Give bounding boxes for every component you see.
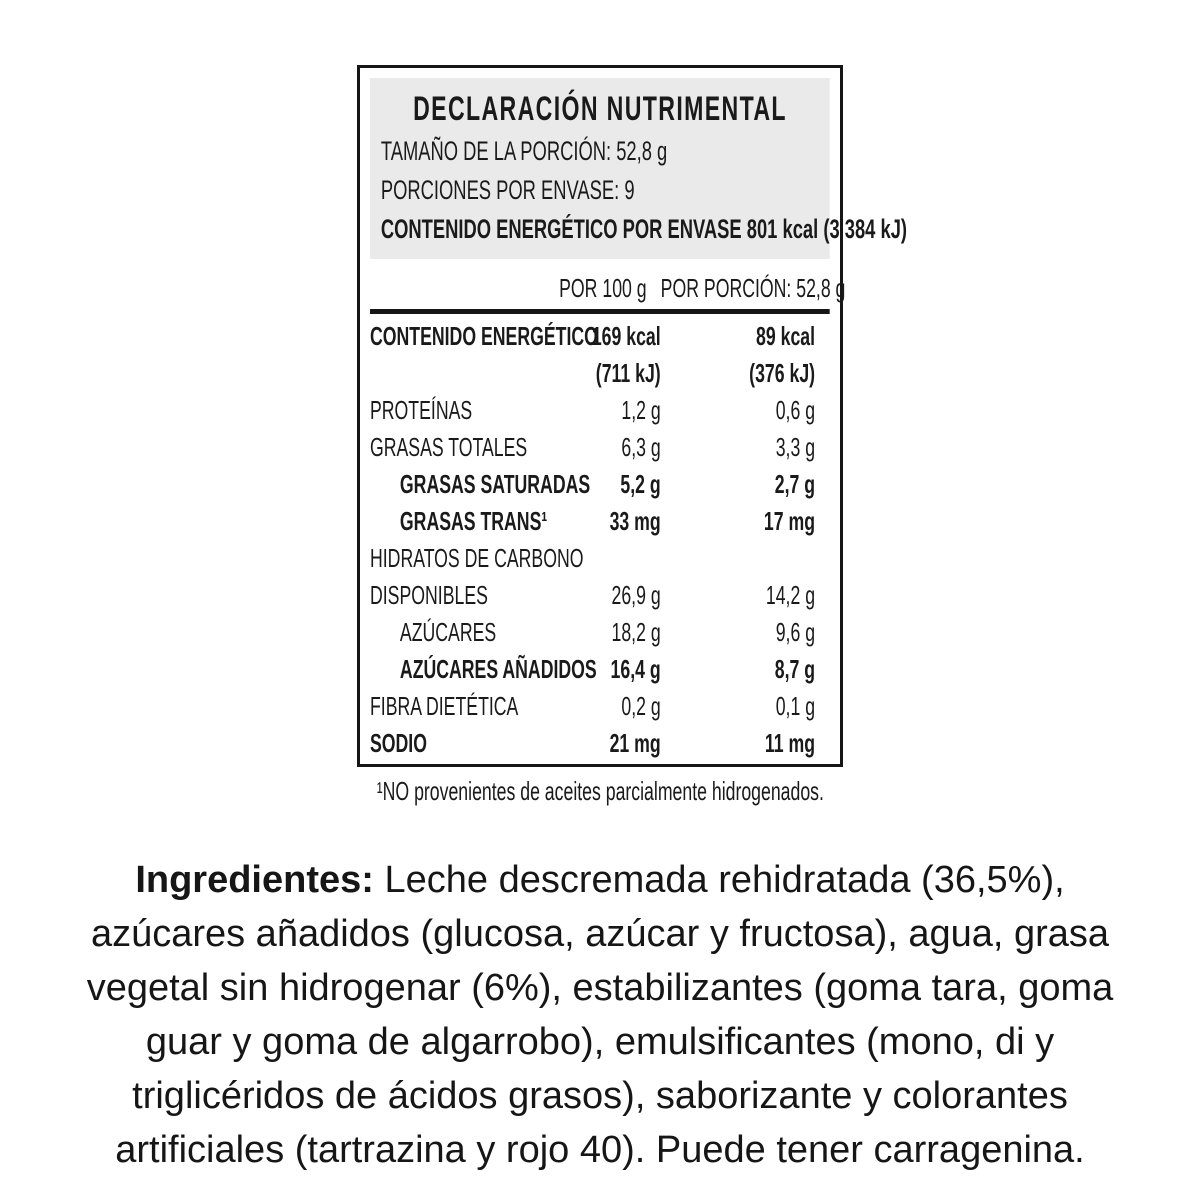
table-row-carbohydrates bbox=[370, 540, 830, 577]
row-value-portion: 2,7 g bbox=[774, 469, 816, 499]
row-label: AZÚCARES AÑADIDOS bbox=[399, 654, 597, 684]
row-value-per100: 1,2 g bbox=[621, 395, 661, 425]
row-label: FIBRA DIETÉTICA bbox=[370, 691, 519, 721]
ingredients-line: artificiales (tartrazina y rojo 40). Puede tener carragenina. bbox=[115, 1129, 1085, 1171]
row-value-portion: 14,2 g bbox=[765, 580, 816, 610]
row-value-per100: 6,3 g bbox=[621, 432, 661, 462]
row-label: GRASAS TRANS¹ bbox=[399, 506, 548, 536]
table-row-sodium bbox=[370, 725, 830, 762]
header-divider-rule bbox=[370, 309, 830, 314]
footnote-container bbox=[357, 775, 843, 807]
row-label: GRASAS TOTALES bbox=[370, 432, 528, 462]
row-value-portion: 0,6 g bbox=[775, 395, 816, 425]
row-value-portion: 89 kcal bbox=[756, 321, 816, 351]
row-value-portion: 17 mg bbox=[763, 506, 816, 536]
table-row-energy-kj bbox=[370, 355, 830, 392]
row-value-per100: (711 kJ) bbox=[595, 358, 661, 388]
column-header-per-100g: POR 100 g bbox=[559, 273, 647, 303]
serving-size: TAMAÑO DE LA PORCIÓN: 52,8 g bbox=[380, 136, 668, 166]
ingredients-line: guar y goma de algarrobo), emulsificantes (mono, di y bbox=[145, 1021, 1055, 1063]
nutrition-title: DECLARACIÓN NUTRIMENTAL bbox=[413, 90, 787, 128]
row-value-portion: 8,7 g bbox=[774, 654, 816, 684]
row-label: HIDRATOS DE CARBONO bbox=[370, 543, 584, 573]
trans-fat-footnote: ¹NO provenientes de aceites parcialmente hidrogenados. bbox=[376, 776, 824, 806]
nutrition-header-panel bbox=[370, 78, 908, 259]
row-value-portion: 11 mg bbox=[764, 728, 816, 758]
table-row-dietary-fiber bbox=[370, 688, 830, 725]
column-header-per-portion: POR PORCIÓN: 52,8 g bbox=[660, 273, 846, 303]
row-value-per100: 16,4 g bbox=[610, 654, 661, 684]
ingredients-line bbox=[40, 853, 1160, 907]
row-value-per100: 21 mg bbox=[609, 728, 661, 758]
row-value-per100: 18,2 g bbox=[611, 617, 661, 647]
ingredients-label: Ingredientes: bbox=[135, 859, 374, 901]
row-label: DISPONIBLES bbox=[370, 580, 488, 610]
row-label: CONTENIDO ENERGÉTICO bbox=[370, 321, 598, 351]
table-row-added-sugars bbox=[370, 651, 830, 688]
row-value-portion: 3,3 g bbox=[775, 432, 816, 462]
table-row-total-fat bbox=[370, 429, 830, 466]
table-row-sugars bbox=[370, 614, 830, 651]
column-header-spacer bbox=[370, 271, 545, 305]
row-value-per100: 0,2 g bbox=[621, 691, 661, 721]
row-value-per100: 26,9 g bbox=[611, 580, 661, 610]
column-headers bbox=[370, 271, 846, 305]
ingredients-line: azúcares añadidos (glucosa, azúcar y fructosa), agua, grasa bbox=[90, 913, 1110, 955]
ingredients-line-text: Leche descremada rehidratada (36,5%), bbox=[373, 859, 1065, 901]
row-value-per100: 169 kcal bbox=[591, 321, 661, 351]
row-label: PROTEÍNAS bbox=[370, 395, 473, 425]
table-row-trans-fat bbox=[370, 503, 830, 540]
table-row-protein bbox=[370, 392, 830, 429]
ingredients-paragraph bbox=[40, 853, 1160, 1177]
ingredients-line: vegetal sin hidrogenar (6%), estabilizantes (goma tara, goma bbox=[86, 967, 1114, 1009]
energy-per-pack: CONTENIDO ENERGÉTICO POR ENVASE 801 kcal (3 384 kJ) bbox=[380, 214, 908, 244]
row-label bbox=[370, 355, 545, 392]
row-value-per100: 5,2 g bbox=[620, 469, 661, 499]
row-value-portion: (376 kJ) bbox=[749, 358, 816, 388]
row-label: SODIO bbox=[370, 728, 427, 758]
row-value-per100: 33 mg bbox=[609, 506, 661, 536]
table-row-saturated-fat bbox=[370, 466, 830, 503]
nutrition-facts-table bbox=[357, 65, 908, 767]
table-row-available-carbs bbox=[370, 577, 830, 614]
row-label: GRASAS SATURADAS bbox=[399, 469, 591, 499]
row-label: AZÚCARES bbox=[399, 617, 497, 647]
servings-per-pack: PORCIONES POR ENVASE: 9 bbox=[380, 175, 635, 205]
table-row-energy bbox=[370, 318, 830, 355]
row-value-portion: 0,1 g bbox=[775, 691, 816, 721]
row-value-portion: 9,6 g bbox=[775, 617, 816, 647]
ingredients-line: triglicéridos de ácidos grasos), saborizante y colorantes bbox=[132, 1075, 1068, 1117]
